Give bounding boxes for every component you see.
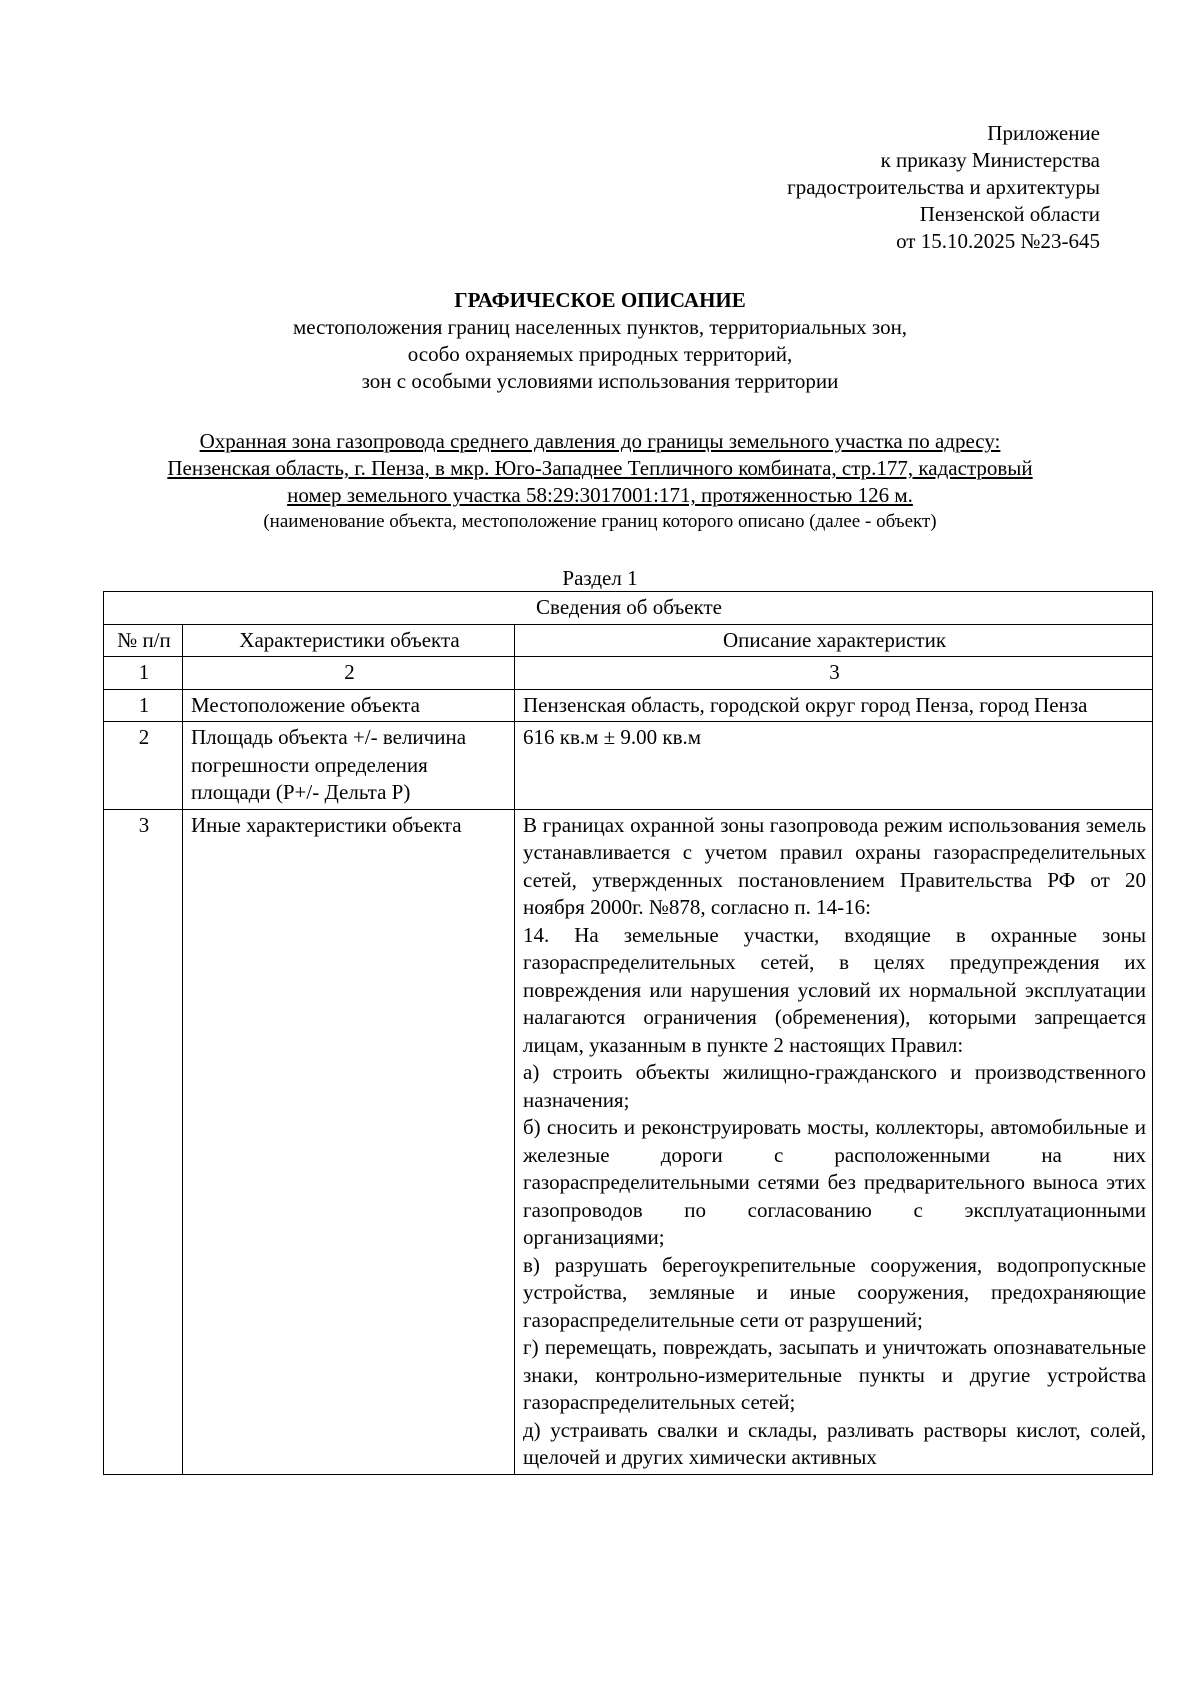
document-title: ГРАФИЧЕСКОЕ ОПИСАНИЕ: [454, 288, 746, 312]
object-name-line: номер земельного участка 58:29:3017001:171, протяженностью 126 м.: [287, 483, 913, 507]
table-row: [104, 809, 1153, 1474]
document-subtitle: [100, 314, 1100, 395]
row-characteristic: Иные характеристики объекта: [183, 809, 515, 1474]
column-number: 2: [183, 657, 515, 690]
row-description: Пензенская область, городской округ город Пенза, город Пенза: [515, 689, 1153, 722]
row-description: [515, 809, 1153, 1474]
object-info-table: [103, 591, 1153, 1475]
description-paragraph: В границах охранной зоны газопровода режим использования земель устанавливается с учетом правил охраны газораспределительных сетей, утвержденных постановлением Правительства РФ от 20 ноября 2000г. №878, согласно п. 14-16:: [523, 812, 1147, 919]
description-paragraph: г) перемещать, повреждать, засыпать и уничтожать опознавательные знаки, контрольно-измерительные пункты и другие устройства газораспределительных сетей;: [523, 1335, 1147, 1414]
subtitle-line: особо охраняемых природных территорий,: [407, 342, 793, 366]
table-row: [104, 722, 1153, 810]
column-number-row: [104, 657, 1153, 690]
object-note: (наименование объекта, местоположение границ которого описано (далее - объект): [263, 511, 937, 532]
row-description: 616 кв.м ± 9.00 кв.м: [515, 722, 1153, 810]
description-paragraph: 14. На земельные участки, входящие в охранные зоны газораспределительных сетей, в целях предупреждения их повреждения или нарушения условий их нормальной эксплуатации налагаются ограничения (обременения), которыми запрещается лицам, указанным в пункте 2 настоящих Правил:: [523, 922, 1147, 1057]
appendix-line: градостроительства и архитектуры: [787, 175, 1100, 199]
header-number: № п/п: [104, 624, 183, 657]
description-paragraph: б) сносить и реконструировать мосты, коллекторы, автомобильные и железные дороги с расположенными на них газораспределительными сетями без предварительного выноса этих газопроводов по согласованию с эксплуатационными организациями;: [523, 1115, 1147, 1249]
description-paragraph: д) устраивать свалки и склады, разливать растворы кислот, солей, щелочей и других химически активных: [523, 1417, 1147, 1469]
subtitle-line: зон с особыми условиями использования территории: [361, 369, 839, 393]
object-description-block: [100, 428, 1100, 535]
appendix-line: Пензенской области: [919, 202, 1100, 226]
section-label: Раздел 1: [562, 566, 638, 590]
header-characteristics: Характеристики объекта: [183, 624, 515, 657]
row-number: 1: [104, 689, 183, 722]
appendix-line: Приложение: [987, 121, 1100, 145]
row-number: 3: [104, 809, 183, 1474]
row-number: 2: [104, 722, 183, 810]
row-characteristic: Местоположение объекта: [183, 689, 515, 722]
object-name-line: Охранная зона газопровода среднего давления до границы земельного участка по адресу:: [199, 429, 1001, 453]
header-description: Описание характеристик: [515, 624, 1153, 657]
table-title: Сведения об объекте: [104, 592, 1153, 625]
appendix-line: к приказу Министерства: [880, 148, 1100, 172]
subtitle-line: местоположения границ населенных пунктов, территориальных зон,: [292, 315, 908, 339]
document-title-block: [100, 287, 1100, 395]
column-number: 3: [515, 657, 1153, 690]
object-name: [100, 428, 1100, 509]
appendix-header: [787, 120, 1100, 255]
appendix-order-date: от 15.10.2025 №23-645: [896, 229, 1100, 253]
table-row: [104, 689, 1153, 722]
description-paragraph: а) строить объекты жилищно-гражданского и производственного назначения;: [523, 1060, 1147, 1112]
row-characteristic: Площадь объекта +/- величина погрешности определения площади (Р+/- Дельта Р): [183, 722, 515, 810]
description-paragraph: в) разрушать берегоукрепительные сооружения, водопропускные устройства, земляные и иные сооружения, предохраняющие газораспределительные сети от разрушений;: [523, 1252, 1147, 1332]
table-header-row: [104, 624, 1153, 657]
column-number: 1: [104, 657, 183, 690]
object-name-line: Пензенская область, г. Пенза, в мкр. Юго-Западнее Тепличного комбината, стр.177, кадастровый: [167, 456, 1033, 480]
table-title-row: [104, 592, 1153, 625]
